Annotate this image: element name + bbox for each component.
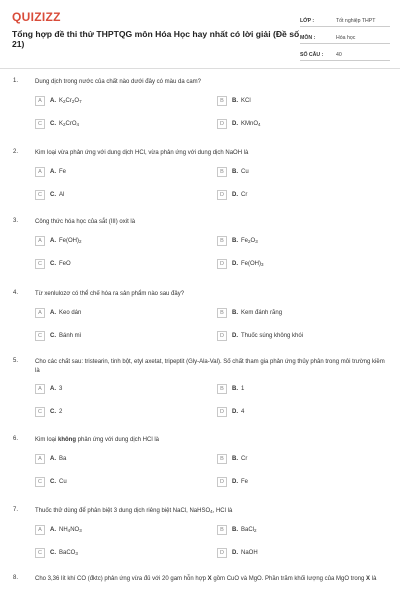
option-letter: B.	[232, 168, 238, 175]
question-text: Công thức hóa học của sắt (III) oxit là	[35, 219, 136, 225]
option-letter: D.	[232, 120, 238, 127]
answer-option-c[interactable]	[35, 476, 67, 487]
option-letter: A.	[50, 385, 56, 392]
answer-option-a[interactable]	[35, 307, 81, 318]
answer-option-b[interactable]	[217, 307, 282, 318]
option-box[interactable]: D	[217, 259, 227, 269]
option-text: Ba	[59, 455, 67, 462]
answer-option-b[interactable]	[217, 95, 251, 106]
answer-option-c[interactable]	[35, 406, 62, 417]
option-box[interactable]: D	[217, 477, 227, 487]
option-box[interactable]: D	[217, 548, 227, 558]
answer-option-c[interactable]	[35, 189, 64, 200]
option-text: $Fe_2O_3$	[241, 237, 258, 244]
answer-option-d[interactable]	[217, 547, 258, 558]
option-box[interactable]: A	[35, 454, 45, 464]
option-box[interactable]: A	[35, 236, 45, 246]
meta-label: SỐ CÂU :	[300, 52, 324, 58]
option-box[interactable]: B	[217, 236, 227, 246]
question-text: Từ xenlulozơ có thể chế hóa ra sản phẩm nào sau đây?	[35, 291, 185, 297]
answer-option-c[interactable]	[35, 330, 81, 341]
quizizz-logo: QUIZIZZ	[12, 10, 61, 24]
question-number: 7.	[13, 507, 19, 513]
option-box[interactable]: D	[217, 331, 227, 341]
meta-value: Hóa học	[336, 35, 356, 41]
option-box[interactable]: C	[35, 190, 45, 200]
option-letter: A.	[50, 168, 56, 175]
option-box[interactable]: B	[217, 167, 227, 177]
option-text: 2	[59, 408, 63, 415]
page-title: Tổng hợp đề thi thử THPTQG môn Hóa Học hay nhất có lời giải (Đề số 21)	[12, 29, 300, 49]
option-box[interactable]: B	[217, 308, 227, 318]
meta-value: 40	[336, 52, 342, 58]
answer-option-d[interactable]	[217, 330, 303, 341]
option-letter: A.	[50, 526, 56, 533]
option-letter: C.	[50, 260, 56, 267]
option-letter: A.	[50, 309, 56, 316]
question-text: Kim loại vừa phản ứng với dung dịch HCl, vừa phản ứng với dung dịch NaOH là	[35, 150, 249, 156]
option-box[interactable]: D	[217, 407, 227, 417]
option-text: NaOH	[241, 549, 258, 556]
option-box[interactable]: C	[35, 331, 45, 341]
answer-option-b[interactable]	[217, 166, 249, 177]
option-text: Keo dán	[59, 309, 82, 316]
page-header	[0, 0, 400, 66]
answer-option-a[interactable]	[35, 453, 66, 464]
option-box[interactable]: A	[35, 384, 45, 394]
answer-option-b[interactable]	[217, 383, 244, 394]
option-box[interactable]: B	[217, 525, 227, 535]
question-text: Kim loại không phản ứng với dung dịch HCl là	[35, 437, 160, 443]
meta-label: LỚP :	[300, 18, 315, 24]
option-letter: A.	[50, 455, 56, 462]
option-box[interactable]: D	[217, 190, 227, 200]
answer-option-d[interactable]	[217, 189, 247, 200]
option-box[interactable]: C	[35, 407, 45, 417]
question-number: 2.	[13, 149, 19, 155]
option-box[interactable]: A	[35, 96, 45, 106]
meta-row-subject	[300, 27, 390, 44]
answer-option-c[interactable]	[35, 258, 71, 269]
option-text: KCl	[241, 97, 251, 104]
option-letter: C.	[50, 478, 56, 485]
option-box[interactable]: A	[35, 167, 45, 177]
option-text: 4	[241, 408, 245, 415]
question-text: Dung dịch trong nước của chất nào dưới đây có màu da cam?	[35, 79, 201, 85]
option-letter: B.	[232, 526, 238, 533]
option-letter: B.	[232, 455, 238, 462]
option-text: FeO	[59, 260, 71, 267]
option-text: $K_2CrO_4$	[59, 120, 80, 127]
option-text: Cu	[59, 478, 67, 485]
option-text: Fe	[241, 478, 249, 485]
option-text: Bánh mì	[59, 332, 82, 339]
option-letter: A.	[50, 237, 56, 244]
answer-option-c[interactable]	[35, 118, 79, 129]
option-text: Cu	[241, 168, 249, 175]
option-text: $Fe(OH)_2$	[59, 237, 82, 244]
option-box[interactable]: C	[35, 119, 45, 129]
option-letter: D.	[232, 408, 238, 415]
question-number: 4.	[13, 290, 19, 296]
option-box[interactable]: B	[217, 384, 227, 394]
option-box[interactable]: B	[217, 454, 227, 464]
option-box[interactable]: C	[35, 477, 45, 487]
option-letter: C.	[50, 332, 56, 339]
meta-info	[300, 10, 390, 61]
option-text: 3	[59, 385, 63, 392]
option-text: $K_2Cr_2O_7$	[59, 97, 82, 104]
option-letter: C.	[50, 120, 56, 127]
question-number: 8.	[13, 575, 19, 581]
option-text: 1	[241, 385, 245, 392]
question-text: Thuốc thử dùng để phân biệt 3 dung dịch riêng biệt NaCl, NaHSO$_4$, HCl là	[35, 508, 233, 514]
option-text: Kem đánh răng	[241, 309, 283, 316]
option-text: Fe	[59, 168, 67, 175]
option-box[interactable]: D	[217, 119, 227, 129]
option-text: Cr	[241, 455, 248, 462]
answer-option-d[interactable]	[217, 406, 244, 417]
option-box[interactable]: B	[217, 96, 227, 106]
answer-option-a[interactable]	[35, 524, 82, 535]
option-text: BaCl$_2$	[241, 526, 257, 533]
answer-option-a[interactable]	[35, 235, 82, 246]
meta-row-count	[300, 44, 390, 61]
option-letter: B.	[232, 309, 238, 316]
option-text: Thuốc súng không khói	[241, 332, 304, 339]
answer-option-a[interactable]	[35, 95, 82, 106]
option-letter: D.	[232, 332, 238, 339]
option-letter: B.	[232, 97, 238, 104]
question-number: 6.	[13, 436, 19, 442]
option-box[interactable]: A	[35, 525, 45, 535]
meta-row-class	[300, 10, 390, 27]
option-letter: B.	[232, 237, 238, 244]
option-box[interactable]: C	[35, 548, 45, 558]
answer-option-b[interactable]	[217, 453, 247, 464]
answer-option-a[interactable]	[35, 166, 66, 177]
option-letter: D.	[232, 191, 238, 198]
question-number: 3.	[13, 218, 19, 224]
meta-value: Tốt nghiệp THPT	[336, 18, 376, 24]
answer-option-d[interactable]	[217, 258, 264, 269]
meta-label: MÔN :	[300, 35, 316, 41]
option-letter: D.	[232, 260, 238, 267]
option-letter: C.	[50, 408, 56, 415]
option-letter: D.	[232, 478, 238, 485]
question-text: Cho 3,36 lít khí CO (đktc) phản ứng vừa đủ với 20 gam hỗn hợp X gồm CuO và MgO. Phần trăm khối lượng của MgO trong X là	[35, 576, 377, 582]
answer-option-c[interactable]	[35, 547, 78, 558]
option-box[interactable]: A	[35, 308, 45, 318]
header-divider	[0, 68, 400, 69]
answer-option-b[interactable]	[217, 235, 258, 246]
option-text: KMnO$_4$	[241, 120, 261, 127]
option-letter: C.	[50, 549, 56, 556]
option-letter: C.	[50, 191, 56, 198]
option-letter: D.	[232, 549, 238, 556]
answer-option-a[interactable]	[35, 383, 62, 394]
option-text: Al	[59, 191, 65, 198]
question-number: 5.	[13, 358, 19, 364]
question-text: Cho các chất sau: tristearin, tinh bột, etyl axetat, tripeptit (Gly-Ala-Val). Số chất tham gia phản ứng thủy phân trong môi trường kiềm là	[35, 359, 385, 374]
option-text: BaCO$_3$	[59, 549, 78, 556]
option-box[interactable]: C	[35, 259, 45, 269]
option-text: Cr	[241, 191, 248, 198]
answer-option-b[interactable]	[217, 524, 257, 535]
answer-option-d[interactable]	[217, 476, 248, 487]
option-letter: B.	[232, 385, 238, 392]
option-letter: A.	[50, 97, 56, 104]
answer-option-d[interactable]	[217, 118, 261, 129]
option-text: $NH_4NO_3$	[59, 526, 82, 533]
question-number: 1.	[13, 78, 19, 84]
option-text: $Fe(OH)_3$	[241, 260, 264, 267]
